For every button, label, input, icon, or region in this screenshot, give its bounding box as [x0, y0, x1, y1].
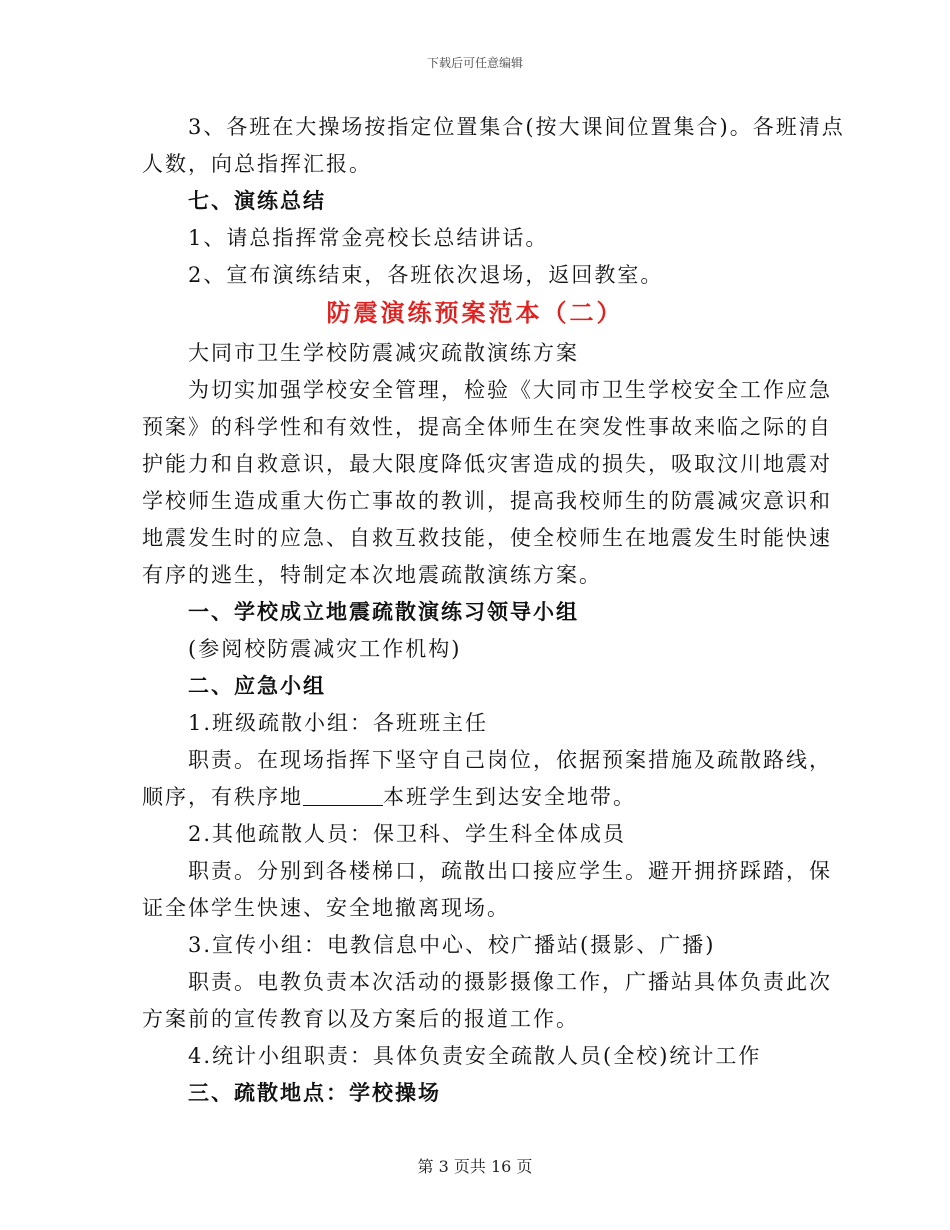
paragraph-line: 有序的逃生，特制定本次地震疏散演练方案。: [142, 563, 602, 587]
fill-blank: [303, 785, 383, 806]
section-heading: 一、学校成立地震疏散演练习领导小组: [188, 599, 579, 624]
document-subtitle: 大同市卫生学校防震减灾疏散演练方案: [188, 341, 579, 365]
paragraph-line: 学校师生造成重大伤亡事故的教训，提高我校师生的防震减灾意识和: [142, 489, 832, 513]
paragraph-line: 人数，向总指挥汇报。: [142, 152, 372, 176]
paragraph-line: 预案》的科学性和有效性，提高全体师生在突发性事故来临之际的自: [142, 415, 832, 439]
paragraph-line: 地震发生时的应急、自救互救技能，使全校师生在地震发生时能快速: [142, 526, 832, 550]
paragraph-line: 为切实加强学校安全管理，检验《大同市卫生学校安全工作应急: [188, 378, 832, 402]
group-item: 3.宣传小组：电教信息中心、校广播站(摄影、广播): [188, 933, 716, 957]
paragraph-line: 职责。在现场指挥下坚守自己岗位，依据预案措施及疏散路线，: [188, 748, 832, 772]
paragraph-line: 职责。电教负责本次活动的摄影摄像工作，广播站具体负责此次: [188, 970, 832, 994]
page-header: 下载后可任意编辑: [426, 56, 523, 70]
paragraph-line: 职责。分别到各楼梯口，疏散出口接应学生。避开拥挤踩踏，保: [188, 859, 832, 883]
section-heading: 三、疏散地点：学校操场: [188, 1080, 441, 1105]
group-item: 2.其他疏散人员：保卫科、学生科全体成员: [188, 822, 627, 846]
section-heading: 二、应急小组: [188, 673, 326, 698]
paragraph-line: 方案前的宣传教育以及方案后的报道工作。: [142, 1007, 579, 1031]
group-item: 4.统计小组职责：具体负责安全疏散人员(全校)统计工作: [188, 1044, 762, 1068]
paragraph-line: 证全体学生快速、安全地撤离现场。: [142, 896, 510, 920]
list-item: 2、宣布演练结束，各班依次退场，返回教室。: [188, 263, 664, 287]
text-segment: 顺序，有秩序地: [142, 785, 303, 809]
paragraph-line: 护能力和自救意识，最大限度降低灾害造成的损失，吸取汶川地震对: [142, 452, 832, 476]
note-line: (参阅校防震减灾工作机构): [188, 637, 462, 661]
text-segment: 本班学生到达安全地带。: [383, 785, 636, 809]
page-footer: 第 3 页共 16 页: [417, 1157, 533, 1176]
list-item: 1、请总指挥常金亮校长总结讲话。: [188, 226, 549, 250]
section-heading: 七、演练总结: [188, 188, 326, 213]
paragraph-line: [142, 782, 636, 812]
document-title: 防震演练预案范本（二）: [326, 298, 624, 327]
group-item: 1.班级疏散小组：各班班主任: [188, 711, 489, 735]
paragraph-line: 3、各班在大操场按指定位置集合(按大课间位置集合)。各班清点: [188, 115, 845, 139]
